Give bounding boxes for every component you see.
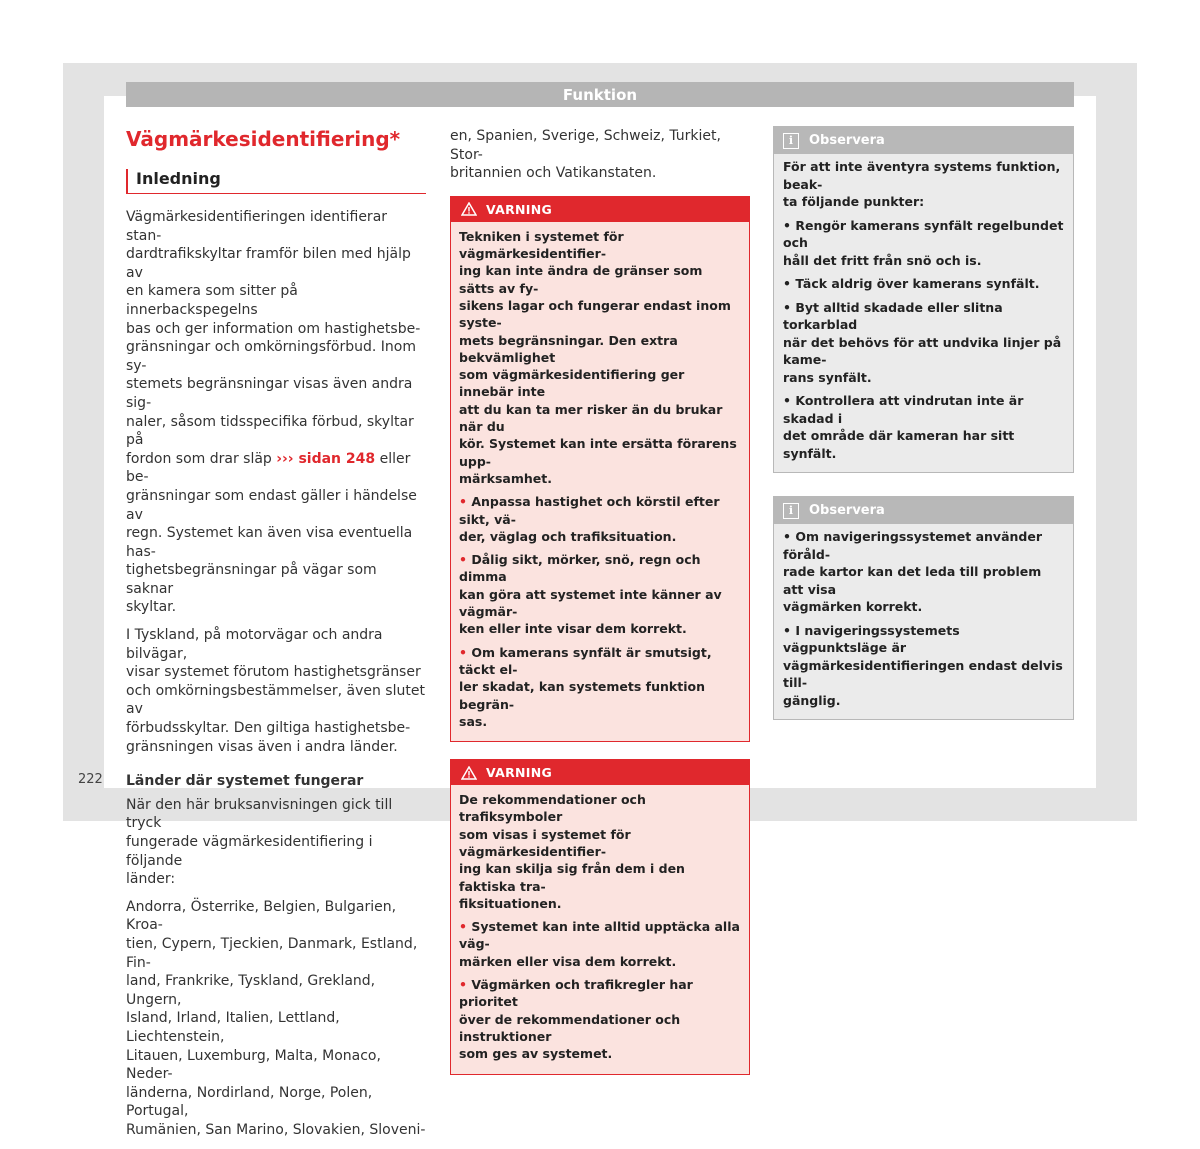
text-line: Rengör kamerans synfält regelbundet och (783, 217, 1064, 250)
warning-bullet (459, 918, 741, 970)
warning-box (450, 759, 750, 1074)
note-bullet (783, 299, 1064, 387)
text-line: som ges av systemet. (459, 1046, 613, 1062)
text-line: ing kan skilja sig från dem i den faktiska tra- (459, 861, 685, 894)
countries-heading: Länder där systemet fungerar (126, 773, 364, 790)
note-label: Observera (809, 133, 885, 148)
text-line: Kontrollera att vindrutan inte är skadad i (783, 393, 1024, 426)
text-line: bas och ger information om hastighetsbe- (126, 320, 421, 337)
text-line: ta följande punkter: (783, 194, 925, 209)
page-reference-link[interactable]: ››› sidan 248 (276, 450, 376, 467)
intro-paragraph (126, 208, 426, 617)
bullet-icon: • (459, 552, 467, 568)
text-line: märksamhet. (459, 470, 552, 486)
text-line: När den här bruksanvisningen gick till tryck (126, 796, 393, 832)
note-label: Observera (809, 503, 885, 518)
warning-label: VARNING (486, 765, 553, 781)
text-line: der, väglag och trafiksituation. (459, 528, 677, 544)
countries-list (126, 898, 426, 1140)
text-line: gränsningen visas även i andra länder. (126, 738, 398, 755)
text-line: ing kan inte ändra de gränser som sätts av fy- (459, 263, 703, 296)
section-subheading: Inledning (126, 169, 426, 194)
bullet-icon: • (459, 919, 467, 935)
text-line: I Tyskland, på motorvägar och andra bilvägar, (126, 627, 383, 662)
text-line: sas. (459, 713, 488, 729)
text-line: naler, såsom tidsspecifika förbud, skyltar på (126, 413, 414, 449)
text-line: Dålig sikt, mörker, snö, regn och dimma (459, 552, 701, 585)
text-line: sikens lagar och fungerar endast inom syste- (459, 297, 731, 331)
text-line: Om kamerans synfält är smutsigt, täckt el- (459, 644, 712, 677)
bullet-icon: • (783, 299, 791, 315)
countries-intro (126, 796, 426, 889)
warning-bullet (459, 644, 741, 730)
note-header (774, 127, 1073, 154)
text-line: Tekniken i systemet för vägmärkesidentifier- (459, 228, 624, 262)
note-intro (783, 158, 1064, 211)
text-line: fordon som drar släp (126, 450, 277, 467)
bullet-icon: • (783, 276, 791, 291)
note-body (774, 154, 1073, 472)
germany-paragraph (126, 626, 426, 756)
warning-header (451, 760, 749, 785)
text-line: I navigeringssystemets vägpunktsläge är (783, 622, 960, 655)
text-line: Anpassa hastighet och körstil efter sikt, vä- (459, 494, 720, 527)
text-line: fungerade vägmärkesidentifiering i följande (126, 834, 373, 869)
warning-intro (459, 791, 741, 912)
warning-bullet (459, 493, 741, 545)
bullet-icon: • (783, 217, 791, 233)
text-line: Om navigeringssystemet använder föråld- (783, 529, 1043, 562)
text-line: kan göra att systemet inte känner av vägmär- (459, 586, 722, 620)
text-line: över de rekommendationer och instruktioner (459, 1011, 681, 1044)
text-line: att du kan ta mer risker än du brukar när du (459, 401, 723, 435)
text-line: De rekommendationer och trafiksymboler (459, 792, 646, 825)
text-line: eller be- (126, 450, 411, 486)
text-line: Systemet kan inte alltid upptäcka alla väg- (459, 919, 740, 952)
text-line: tighetsbegränsningar på vägar som saknar (126, 562, 377, 597)
text-line: tien, Cypern, Tjeckien, Danmark, Estland, Fin- (126, 935, 418, 971)
text-line: som visas i systemet för vägmärkesidentifier- (459, 826, 631, 859)
text-line: Andorra, Österrike, Belgien, Bulgarien, Kroa- (126, 898, 397, 934)
text-line: rade kartor kan det leda till problem att visa (783, 564, 1042, 597)
text-line: länderna, Nordirland, Norge, Polen, Portugal, (126, 1084, 373, 1120)
text-line: stemets begränsningar visas även andra sig- (126, 376, 413, 411)
text-line: vägmärken korrekt. (783, 599, 923, 614)
page-title: Vägmärkesidentifiering* (126, 127, 401, 151)
text-line: dardtrafikskyltar framför bilen med hjälp av (126, 246, 411, 281)
note-box (773, 126, 1074, 473)
column-middle (450, 127, 750, 1075)
text-line: märken eller visa dem korrekt. (459, 953, 677, 969)
text-line: som vägmärkesidentifiering ger innebär inte (459, 367, 685, 400)
info-icon: i (783, 133, 799, 149)
text-line: en, Spanien, Sverige, Schweiz, Turkiet, Stor- (450, 128, 721, 163)
text-line: ler skadat, kan systemets funktion begrän- (459, 679, 705, 712)
info-icon: i (783, 503, 799, 519)
text-line: när det behövs för att undvika linjer på kame- (783, 334, 1062, 367)
text-line: det område där kameran har sitt synfält. (783, 428, 1015, 461)
text-line: mets begränsningar. Den extra bekvämlighet (459, 332, 678, 365)
text-line: och omkörningsbestämmelser, även slutet av (126, 682, 425, 718)
bullet-icon: • (459, 644, 467, 660)
warning-body (451, 785, 749, 1073)
bullet-icon: • (459, 977, 467, 993)
bullet-icon: • (459, 494, 467, 510)
text-line: håll det fritt från snö och is. (783, 252, 982, 268)
text-line: Byt alltid skadade eller slitna torkarblad (783, 299, 1003, 332)
warning-header (451, 197, 749, 222)
text-line: förbudsskyltar. Den giltiga hastighetsbe- (126, 720, 411, 737)
warning-box (450, 196, 750, 742)
text-line: vägmärkesidentifieringen endast delvis till- (783, 657, 1063, 690)
warning-triangle-icon (461, 202, 477, 216)
column-right (773, 126, 1074, 743)
text-line: Vägmärkesidentifieringen identifierar stan- (126, 209, 388, 244)
text-line: land, Frankrike, Tyskland, Grekland, Ungern, (126, 973, 376, 1008)
text-line: regn. Systemet kan även visa eventuella has- (126, 525, 413, 560)
note-bullet (783, 217, 1064, 270)
text-line: kör. Systemet kan inte ersätta förarens upp- (459, 436, 737, 469)
note-bullet (783, 275, 1064, 293)
warning-body (451, 222, 749, 741)
text-line: Island, Irland, Italien, Lettland, Liechtenstein, (126, 1010, 340, 1045)
note-bullet (783, 622, 1064, 710)
page-number: 222 (78, 772, 103, 787)
note-header (774, 497, 1073, 524)
text-line: fiksituationen. (459, 895, 562, 911)
note-box (773, 496, 1074, 720)
bullet-icon: • (783, 529, 791, 544)
warning-bullet (459, 976, 741, 1062)
bullet-icon: • (783, 393, 791, 408)
text-line: gränsningar och omkörningsförbud. Inom sy- (126, 339, 416, 374)
text-line: För att inte äventyra systems funktion, beak- (783, 159, 1061, 192)
note-bullet (783, 392, 1064, 462)
text-line: Vägmärken och trafikregler har prioritet (459, 977, 693, 1010)
column-left (126, 127, 426, 1149)
text-line: skyltar. (126, 599, 177, 616)
countries-continued (450, 127, 750, 183)
section-header: Funktion (126, 82, 1074, 107)
warning-triangle-icon (461, 766, 477, 780)
text-line: Litauen, Luxemburg, Malta, Monaco, Neder- (126, 1047, 381, 1083)
text-line: ken eller inte visar dem korrekt. (459, 621, 687, 637)
text-line: rans synfält. (783, 369, 872, 385)
text-line: en kamera som sitter på innerbackspegelns (126, 283, 298, 318)
text-line: Rumänien, San Marino, Slovakien, Sloveni- (126, 1121, 426, 1138)
warning-label: VARNING (486, 201, 553, 217)
text-line: länder: (126, 871, 176, 888)
text-line: visar systemet förutom hastighetsgränser (126, 664, 421, 681)
note-bullet (783, 528, 1064, 616)
text-line: gränsningar som endast gäller i händelse av (126, 487, 417, 523)
bullet-icon: • (783, 622, 791, 638)
text-line: Täck aldrig över kamerans synfält. (795, 276, 1040, 291)
warning-bullet (459, 551, 741, 637)
warning-intro (459, 228, 741, 487)
text-line: gänglig. (783, 692, 841, 708)
note-body (774, 524, 1073, 719)
text-line: britannien och Vatikanstaten. (450, 165, 657, 182)
